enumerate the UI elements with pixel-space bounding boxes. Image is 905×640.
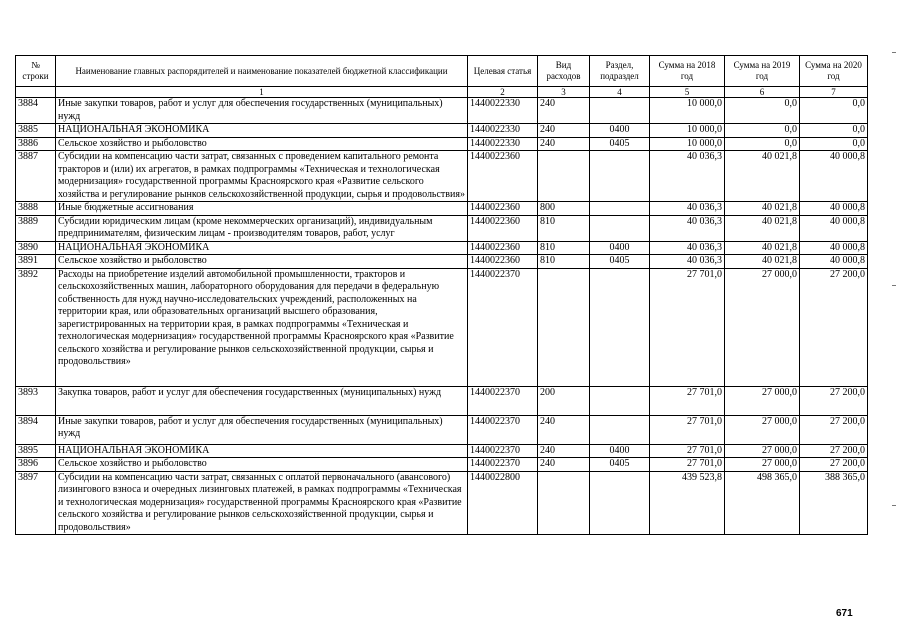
sum-2020: 40 000,8	[800, 215, 868, 241]
target-article: 1440022800	[468, 471, 538, 535]
sum-2019: 40 021,8	[725, 202, 800, 216]
row-name: Сельское хозяйство и рыболовство	[56, 255, 468, 269]
expense-type: 800	[538, 202, 590, 216]
sum-2020: 27 200,0	[800, 415, 868, 444]
row-name: Субсидии на компенсацию части затрат, связанных с проведением капитального ремонта тракторов и (или) их агрегатов, в рамках подпрограммы «Техническая и технологическая модернизация» государственной программы Красноярского края «Развитие сельского хозяйства и регулирование рынков сельскохозяйственной продукции, сырья и продовольствия»	[56, 151, 468, 202]
expense-type: 240	[538, 458, 590, 472]
sum-2019: 27 000,0	[725, 386, 800, 415]
target-article: 1440022360	[468, 215, 538, 241]
table-row	[16, 98, 868, 124]
table-row	[16, 137, 868, 151]
target-article: 1440022370	[468, 458, 538, 472]
table-body	[16, 98, 868, 535]
sum-2018: 40 036,3	[650, 241, 725, 255]
section-code: 0405	[590, 137, 650, 151]
sum-2020: 27 200,0	[800, 268, 868, 386]
sum-2019: 27 000,0	[725, 268, 800, 386]
row-name: Иные бюджетные ассигнования	[56, 202, 468, 216]
header-expense-type: Вид расходов	[538, 56, 590, 87]
column-number	[16, 87, 56, 98]
sum-2020: 40 000,8	[800, 151, 868, 202]
expense-type: 240	[538, 444, 590, 458]
row-name: Субсидии на компенсацию части затрат, связанных с оплатой первоначального (авансового) лизингового взноса и очередных лизинговых платежей, в рамках подпрограммы «Техническая и технологическая модернизация» государственной программы Красноярского края «Развитие сельского хозяйства и регулирование рынков сельскохозяйственной продукции, сырья и продовольствия»	[56, 471, 468, 535]
sum-2020: 40 000,8	[800, 202, 868, 216]
column-number: 4	[590, 87, 650, 98]
row-name: НАЦИОНАЛЬНАЯ ЭКОНОМИКА	[56, 124, 468, 138]
row-number: 3896	[16, 458, 56, 472]
table-row	[16, 268, 868, 386]
target-article: 1440022330	[468, 124, 538, 138]
table-row	[16, 415, 868, 444]
row-name: Закупка товаров, работ и услуг для обеспечения государственных (муниципальных) нужд	[56, 386, 468, 415]
sum-2018: 40 036,3	[650, 215, 725, 241]
column-number: 5	[650, 87, 725, 98]
target-article: 1440022370	[468, 268, 538, 386]
sum-2019: 40 021,8	[725, 215, 800, 241]
section-code	[590, 386, 650, 415]
sum-2018: 10 000,0	[650, 137, 725, 151]
column-number: 7	[800, 87, 868, 98]
sum-2019: 0,0	[725, 98, 800, 124]
section-code	[590, 268, 650, 386]
expense-type: 240	[538, 415, 590, 444]
row-name: Иные закупки товаров, работ и услуг для обеспечения государственных (муниципальных) нужд	[56, 98, 468, 124]
row-number: 3892	[16, 268, 56, 386]
sum-2018: 27 701,0	[650, 444, 725, 458]
expense-type: 200	[538, 386, 590, 415]
row-name: Субсидии юридическим лицам (кроме некоммерческих организаций), индивидуальным предпринимателям, физическим лицам - производителям товаров, работ, услуг	[56, 215, 468, 241]
row-number: 3886	[16, 137, 56, 151]
column-number: 3	[538, 87, 590, 98]
row-number: 3894	[16, 415, 56, 444]
section-code	[590, 98, 650, 124]
sum-2020: 40 000,8	[800, 241, 868, 255]
section-code	[590, 215, 650, 241]
sum-2019: 40 021,8	[725, 151, 800, 202]
sum-2018: 10 000,0	[650, 98, 725, 124]
header-name: Наименование главных распорядителей и наименование показателей бюджетной классификации	[56, 56, 468, 87]
header-section: Раздел, подраздел	[590, 56, 650, 87]
table-row	[16, 471, 868, 535]
table-row	[16, 215, 868, 241]
sum-2020: 388 365,0	[800, 471, 868, 535]
section-code	[590, 415, 650, 444]
table-row	[16, 386, 868, 415]
row-number: 3885	[16, 124, 56, 138]
section-code: 0400	[590, 444, 650, 458]
sum-2020: 40 000,8	[800, 255, 868, 269]
section-code: 0400	[590, 124, 650, 138]
table-row	[16, 151, 868, 202]
sum-2019: 27 000,0	[725, 458, 800, 472]
target-article: 1440022370	[468, 386, 538, 415]
target-article: 1440022360	[468, 151, 538, 202]
sum-2019: 0,0	[725, 137, 800, 151]
header-row-number: № строки	[16, 56, 56, 87]
row-name: Сельское хозяйство и рыболовство	[56, 137, 468, 151]
sum-2018: 27 701,0	[650, 268, 725, 386]
row-number: 3897	[16, 471, 56, 535]
scan-edge-mark	[892, 52, 896, 53]
sum-2020: 27 200,0	[800, 386, 868, 415]
scan-edge-mark	[892, 285, 896, 286]
target-article: 1440022370	[468, 415, 538, 444]
target-article: 1440022360	[468, 241, 538, 255]
page-number: 671	[836, 608, 853, 619]
row-number: 3893	[16, 386, 56, 415]
row-name: НАЦИОНАЛЬНАЯ ЭКОНОМИКА	[56, 444, 468, 458]
row-number: 3887	[16, 151, 56, 202]
expense-type: 240	[538, 137, 590, 151]
header-target-article: Целевая статья	[468, 56, 538, 87]
section-code	[590, 151, 650, 202]
sum-2018: 40 036,3	[650, 202, 725, 216]
sum-2020: 0,0	[800, 124, 868, 138]
row-number: 3891	[16, 255, 56, 269]
scan-edge-mark	[892, 505, 896, 506]
column-number: 6	[725, 87, 800, 98]
section-code	[590, 471, 650, 535]
expense-type: 810	[538, 255, 590, 269]
table-row	[16, 458, 868, 472]
section-code: 0405	[590, 458, 650, 472]
column-number-row	[16, 87, 868, 98]
row-name: Сельское хозяйство и рыболовство	[56, 458, 468, 472]
sum-2018: 40 036,3	[650, 255, 725, 269]
sum-2019: 40 021,8	[725, 241, 800, 255]
sum-2018: 27 701,0	[650, 386, 725, 415]
expense-type	[538, 151, 590, 202]
expense-type: 810	[538, 241, 590, 255]
section-code	[590, 202, 650, 216]
row-number: 3888	[16, 202, 56, 216]
section-code: 0400	[590, 241, 650, 255]
sum-2018: 40 036,3	[650, 151, 725, 202]
sum-2019: 27 000,0	[725, 415, 800, 444]
sum-2020: 0,0	[800, 98, 868, 124]
table-row	[16, 241, 868, 255]
sum-2020: 0,0	[800, 137, 868, 151]
header-row	[16, 56, 868, 87]
sum-2019: 27 000,0	[725, 444, 800, 458]
budget-table	[15, 55, 868, 535]
target-article: 1440022330	[468, 98, 538, 124]
table-row	[16, 124, 868, 138]
header-sum-2019: Сумма на 2019 год	[725, 56, 800, 87]
sum-2019: 40 021,8	[725, 255, 800, 269]
sum-2019: 0,0	[725, 124, 800, 138]
row-number: 3884	[16, 98, 56, 124]
row-number: 3890	[16, 241, 56, 255]
section-code: 0405	[590, 255, 650, 269]
table-row	[16, 202, 868, 216]
row-number: 3895	[16, 444, 56, 458]
sum-2018: 27 701,0	[650, 458, 725, 472]
sum-2019: 498 365,0	[725, 471, 800, 535]
row-name: НАЦИОНАЛЬНАЯ ЭКОНОМИКА	[56, 241, 468, 255]
column-number: 1	[56, 87, 468, 98]
header-sum-2018: Сумма на 2018 год	[650, 56, 725, 87]
sum-2018: 10 000,0	[650, 124, 725, 138]
table-row	[16, 255, 868, 269]
sum-2020: 27 200,0	[800, 458, 868, 472]
expense-type: 240	[538, 124, 590, 138]
row-number: 3889	[16, 215, 56, 241]
target-article: 1440022360	[468, 255, 538, 269]
expense-type: 240	[538, 98, 590, 124]
expense-type	[538, 471, 590, 535]
column-number: 2	[468, 87, 538, 98]
sum-2018: 27 701,0	[650, 415, 725, 444]
row-name: Иные закупки товаров, работ и услуг для обеспечения государственных (муниципальных) нужд	[56, 415, 468, 444]
target-article: 1440022360	[468, 202, 538, 216]
expense-type	[538, 268, 590, 386]
target-article: 1440022330	[468, 137, 538, 151]
target-article: 1440022370	[468, 444, 538, 458]
sum-2020: 27 200,0	[800, 444, 868, 458]
table-row	[16, 444, 868, 458]
expense-type: 810	[538, 215, 590, 241]
header-sum-2020: Сумма на 2020 год	[800, 56, 868, 87]
row-name: Расходы на приобретение изделий автомобильной промышленности, тракторов и сельскохозяйственных машин, лабораторного оборудования для передачи в федеральную собственность для нужд научно-исследовательских учреждений, расположенных на территории края, или образовательных организаций высшего образования, зарегистрированных на территории края, в рамках подпрограммы «Техническая и технологическая модернизация» государственной программы Красноярского края «Развитие сельского хозяйства и регулирование рынков сельскохозяйственной продукции, сырья и продовольствия»	[56, 268, 468, 386]
sum-2018: 439 523,8	[650, 471, 725, 535]
